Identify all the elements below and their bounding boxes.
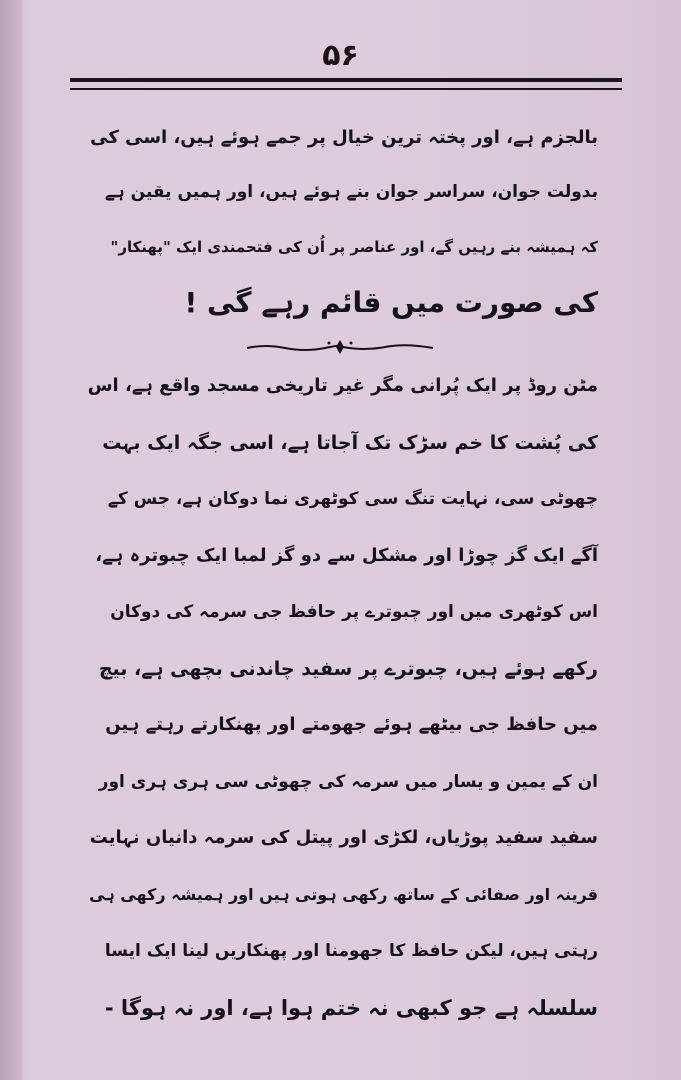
paragraph-2-line: چھوٹی سی، نہایت تنگ سی کوٹھری نما دوکان ہے، جس کے xyxy=(107,489,598,509)
paragraph-2-line: سفید سفید پوڑیاں، لکڑی اور پیتل کی سرمہ دانیاں نہایت xyxy=(89,827,598,848)
paragraph-2-line: قرینہ اور صفائی کے ساتھ رکھی ہوتی ہیں اور ہمیشہ رکھی ہی xyxy=(89,884,598,904)
paragraph-2-line: اس کوٹھری میں اور چبوترے پر حافظ جی سرمہ کی دوکان xyxy=(110,602,598,622)
paragraph-2-line: سلسلہ ہے جو کبھی نہ ختم ہوا ہے، اور نہ ہوگا - xyxy=(104,995,598,1020)
paragraph-2-line: مٹن روڈ پر ایک پُرانی مگر غیر تاریخی مسجد واقع ہے، اس xyxy=(87,375,598,396)
page-binding-shadow xyxy=(0,0,22,1080)
section-divider-ornament xyxy=(245,338,435,356)
paragraph-1-line: کہ ہمیشہ بنے رہیں گے، اور عناصر پر اُن کی فتحمندی ایک "پھنکار" xyxy=(110,238,598,256)
paragraph-1-line: کی صورت میں قائم رہے گی ! xyxy=(184,286,598,319)
header-rule-thick xyxy=(70,78,622,82)
header-rule-thin xyxy=(70,88,622,90)
paragraph-2-line: رکھے ہوئے ہیں، چبوترے پر سفید چاندنی بچھی ہے، بیچ xyxy=(98,657,598,680)
paragraph-2 xyxy=(86,358,598,1036)
paragraph-1-line: بالجزم ہے، اور پختہ ترین خیال پر جمے ہوئے ہیں، اسی کی xyxy=(90,127,598,148)
paragraph-1 xyxy=(86,110,598,330)
paragraph-2-line: کی پُشت کا خم سڑک تک آجاتا ہے، اسی جگہ ایک بہت xyxy=(102,431,598,454)
paragraph-1-line: بدولت جوان، سراسر جوان بنے ہوئے ہیں، اور ہمیں یقین ہے xyxy=(104,182,598,202)
paragraph-2-line: رہتی ہیں، لیکن حافظ کا جھومنا اور پھنکاریں لینا ایک ایسا xyxy=(104,941,598,961)
page-number: ۵۶ xyxy=(322,38,359,73)
paragraph-2-line: میں حافظ جی بیٹھے ہوئے جھومتے اور پھنکارتے رہتے ہیں xyxy=(105,714,598,735)
paragraph-2-line: آگے ایک گز چوڑا اور مشکل سے دو گز لمبا ایک چبوترہ ہے، xyxy=(95,544,598,566)
paragraph-2-line: ان کے یمین و یسار میں سرمہ کی چھوٹی سی ہری ہری اور xyxy=(98,771,598,792)
